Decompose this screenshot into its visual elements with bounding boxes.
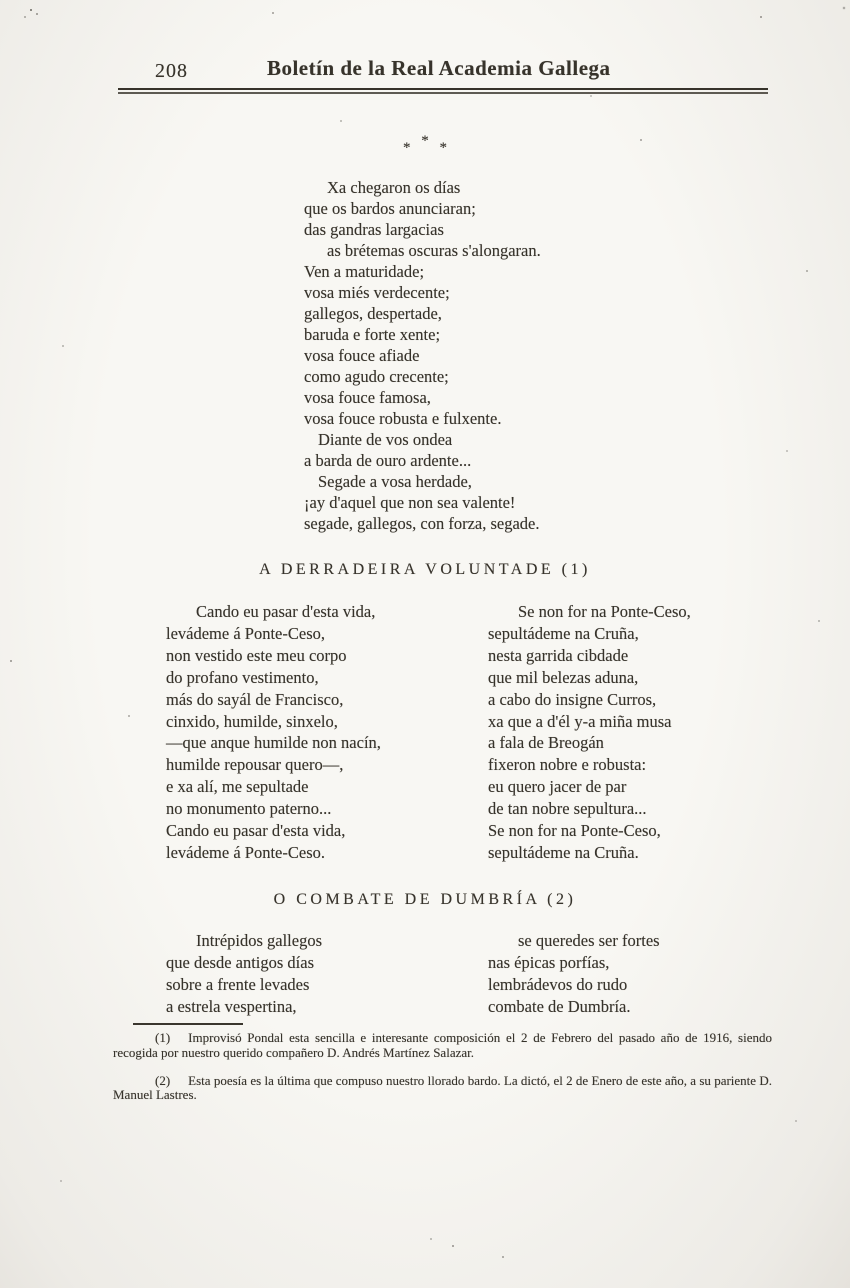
verse-line: fixeron nobre e robusta: xyxy=(488,755,647,775)
journal-title: Boletín de la Real Academia Gallega xyxy=(266,56,611,80)
page-header xyxy=(0,56,850,88)
poem-title-dumbria: O COMBATE DE DUMBRÍA (2) xyxy=(273,891,577,908)
footnotes xyxy=(113,1031,772,1116)
left-column xyxy=(166,930,322,1018)
verse-line: segade, gallegos, con forza, segade. xyxy=(304,514,540,533)
verse-line: sobre a frente levades xyxy=(166,974,310,994)
verse-line: a cabo do insigne Curros, xyxy=(488,689,657,709)
verse-line: xa que a d'él y-a miña musa xyxy=(488,711,672,731)
asterisk-icon: * xyxy=(421,133,429,149)
scan-noise xyxy=(0,0,2,2)
verse-line: de tan nobre sepultura... xyxy=(488,799,647,819)
verse-line: Segade a vosa herdade, xyxy=(318,472,472,491)
right-column xyxy=(488,930,660,1018)
verse-line: combate de Dumbría. xyxy=(488,996,631,1016)
verse-line: baruda e forte xente; xyxy=(304,325,441,344)
footnote-marker: (1) xyxy=(155,1030,171,1045)
poem-title-voluntade: A DERRADEIRA VOLUNTADE (1) xyxy=(259,561,591,578)
verse-line: gallegos, despertade, xyxy=(304,304,442,323)
verse-line: como agudo crecente; xyxy=(304,367,449,386)
verse-line: vosa miés verdecente; xyxy=(304,283,450,302)
verse-line: non vestido este meu corpo xyxy=(166,645,347,665)
verse-line: cinxido, humilde, sinxelo, xyxy=(166,711,338,731)
verse-line: no monumento paterno... xyxy=(166,799,332,819)
verse-line: lembrádevos do rudo xyxy=(488,974,628,994)
verse-line: que os bardos anunciaran; xyxy=(304,199,476,218)
verse-line: Intrépidos gallegos xyxy=(196,931,323,950)
header-rule xyxy=(118,88,768,94)
verse-line: vosa fouce afiade xyxy=(304,346,420,365)
verse-line: Xa chegaron os días xyxy=(327,178,461,197)
verse-line: Cando eu pasar d'esta vida, xyxy=(166,821,346,841)
verse-line: Se non for na Ponte-Ceso, xyxy=(488,821,661,841)
asterism-separator xyxy=(0,133,850,164)
verse-line: a barda de ouro ardente... xyxy=(304,451,472,470)
footnote-text: Improvisó Pondal esta sencilla e interesante composición el 2 de Febrero del pasado año de 1916, siendo recogida por nuestro querido compañero D. Andrés Martínez Salazar. xyxy=(113,1030,772,1060)
right-column xyxy=(488,601,691,864)
verse-line: que mil belezas aduna, xyxy=(488,667,639,687)
verse-line: do profano vestimento, xyxy=(166,667,319,687)
footnote-marker: (2) xyxy=(155,1072,171,1088)
verse-line: Se non for na Ponte-Ceso, xyxy=(518,602,691,621)
asterisk-icon: * xyxy=(403,140,411,156)
verse-line: vosa fouce robusta e fulxente. xyxy=(304,409,502,428)
verse-line: que desde antigos días xyxy=(166,952,315,972)
verse-line: sepultádeme na Cruña. xyxy=(488,842,639,862)
verse-line: Diante de vos ondea xyxy=(318,430,453,449)
verse-line: humilde repousar quero—, xyxy=(166,755,344,775)
verse-line: as brétemas oscuras s'alongaran. xyxy=(327,241,541,260)
verse-line: —que anque humilde non nacín, xyxy=(166,733,381,753)
verse-line: e xa alí, me sepultade xyxy=(166,777,309,797)
footnote-1 xyxy=(113,1031,772,1061)
footnote-rule xyxy=(133,1023,243,1025)
verse-line: Cando eu pasar d'esta vida, xyxy=(196,602,376,621)
verse-line: Ven a maturidade; xyxy=(304,262,425,281)
poem-untitled xyxy=(304,177,541,534)
verse-line: nesta garrida cibdade xyxy=(488,645,629,665)
verse-line: das gandras largacias xyxy=(304,220,444,239)
verse-line: ¡ay d'aquel que non sea valente! xyxy=(304,493,516,512)
verse-line: a fala de Breogán xyxy=(488,733,604,753)
verse-line: a estrela vespertina, xyxy=(166,996,297,1016)
verse-line: vosa fouce famosa, xyxy=(304,388,431,407)
verse-line: más do sayál de Francisco, xyxy=(166,689,344,709)
verse-line: se queredes ser fortes xyxy=(518,931,660,950)
left-column xyxy=(166,601,381,864)
verse-line: eu quero jacer de par xyxy=(488,777,627,797)
verse-line: sepultádeme na Cruña, xyxy=(488,623,639,643)
verse-line: nas épicas porfías, xyxy=(488,952,610,972)
footnote-2 xyxy=(113,1074,772,1104)
footnote-text: Esta poesía es la última que compuso nuestro llorado bardo. La dictó, el 2 de Enero de este año, a su pariente D. Manuel Lastres. xyxy=(113,1072,772,1103)
verse-line: levádeme á Ponte-Ceso, xyxy=(166,623,325,643)
verse-line: levádeme á Ponte-Ceso. xyxy=(166,842,325,862)
asterisk-icon: * xyxy=(439,140,447,156)
page-number: 208 xyxy=(155,60,188,82)
